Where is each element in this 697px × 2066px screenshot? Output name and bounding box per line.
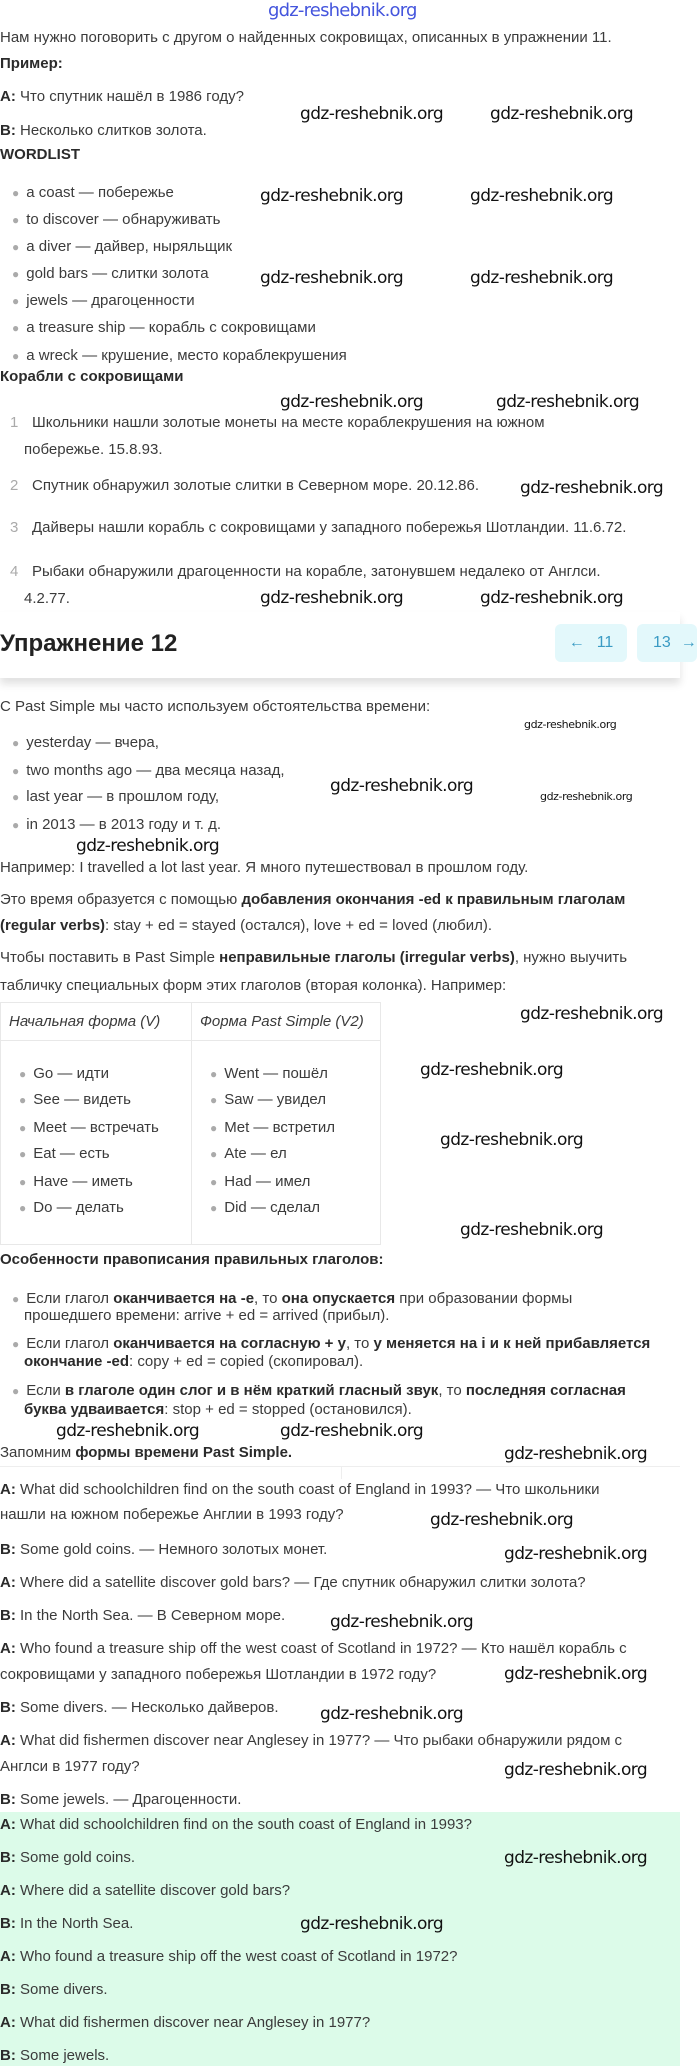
paragraph xyxy=(0,949,627,966)
dialogue-line-cont: Англси в 1977 году? xyxy=(0,1758,140,1775)
watermark: gdz-reshebnik.org xyxy=(520,478,664,498)
text: , то xyxy=(345,1335,374,1352)
text: Meet — встречать xyxy=(33,1119,159,1136)
text: Чтобы поставить в Past Simple xyxy=(0,949,220,966)
table-cell xyxy=(19,1199,124,1216)
bullet-icon: ● xyxy=(210,1067,218,1081)
theory-example: Например: I travelled a lot last year. Я много путешествовал в прошлом году. xyxy=(0,859,529,876)
item-text: a coast — побережье xyxy=(26,184,174,201)
dialogue-line-cont: сокровищами у западного побережья Шотландии в 1972 году? xyxy=(0,1666,437,1683)
watermark: gdz-reshebnik.org xyxy=(470,186,614,206)
text: Did — сделал xyxy=(224,1199,321,1216)
text: Если глагол xyxy=(26,1335,114,1352)
watermark: gdz-reshebnik.org xyxy=(260,268,404,288)
bullet-icon: ● xyxy=(210,1147,218,1161)
text-bold: A: xyxy=(0,1948,16,1965)
text: Who found a treasure ship off the west coast of Scotland in 1972? xyxy=(15,1948,458,1965)
text: : stop + ed = stopped (остановился). xyxy=(164,1401,412,1418)
text-bold: (regular verbs) xyxy=(0,917,106,934)
paragraph: табличку специальных форм этих глаголов (вторая колонка). Например: xyxy=(0,977,507,994)
table-cell xyxy=(210,1065,328,1082)
table-cell xyxy=(19,1145,110,1162)
prev-exercise-button[interactable] xyxy=(555,624,627,662)
bullet-icon: ● xyxy=(12,349,20,363)
item-text: Дайверы нашли корабль с сокровищами у западного побережья Шотландии. 11.6.72. xyxy=(32,519,627,536)
answer-line xyxy=(0,1882,290,1899)
table-cell xyxy=(210,1145,287,1162)
text: What did fishermen discover near Anglesey in 1977? xyxy=(15,2014,371,2031)
dialogue-line xyxy=(0,1640,627,1657)
watermark: gdz-reshebnik.org xyxy=(520,1004,664,1024)
bullet-icon: ● xyxy=(19,1201,27,1215)
table-column xyxy=(1,1003,192,1244)
watermark: gdz-reshebnik.org xyxy=(330,776,474,796)
ships-title: Корабли с сокровищами xyxy=(0,368,184,385)
item-text: a diver — дайвер, ныряльщик xyxy=(26,238,233,255)
item-text: a treasure ship — корабль с сокровищами xyxy=(26,319,316,336)
text-bold: B: xyxy=(0,1791,16,1808)
table-cell xyxy=(19,1065,109,1082)
table-cell xyxy=(19,1173,133,1190)
rule-item xyxy=(12,1335,650,1353)
watermark: gdz-reshebnik.org xyxy=(460,1220,604,1240)
example-b xyxy=(0,122,207,139)
bullet-icon: ● xyxy=(12,818,20,832)
watermark: gdz-reshebnik.org xyxy=(280,392,424,412)
watermark: gdz-reshebnik.org xyxy=(300,104,444,124)
text-bold: y меняется на i и к ней прибавляется xyxy=(373,1335,651,1352)
next-label: 13 xyxy=(653,634,671,651)
text: What did schoolchildren find on the south coast of England in 1993? — Что школьники xyxy=(15,1481,600,1498)
bullet-icon: ● xyxy=(210,1121,218,1135)
text-bold: B: xyxy=(0,1849,16,1866)
item-text: yesterday — вчера, xyxy=(26,734,159,751)
text: Если xyxy=(26,1382,65,1399)
text: Some divers. — Несколько дайверов. xyxy=(15,1699,279,1716)
dialogue-line-cont: нашли на южном побережье Англии в 1993 году? xyxy=(0,1506,344,1523)
text-bold: A: xyxy=(0,1481,16,1498)
list-item xyxy=(12,211,220,229)
text-bold: оканчивается на согласную + y xyxy=(113,1335,346,1352)
text: Some divers. xyxy=(15,1981,108,1998)
item-number: 2 xyxy=(10,477,19,494)
text-bold: A: xyxy=(0,2014,16,2031)
text: Met — встретил xyxy=(224,1119,335,1136)
text: In the North Sea. xyxy=(15,1915,134,1932)
text: Eat — есть xyxy=(33,1145,110,1162)
text-bold: A: xyxy=(0,1882,16,1899)
watermark: gdz-reshebnik.org xyxy=(300,1914,444,1934)
table-header: Форма Past Simple (V2) xyxy=(192,1003,380,1041)
item-text: Рыбаки обнаружили драгоценности на корабле, затонувшем недалеко от Англси. xyxy=(32,563,601,580)
answer-line xyxy=(0,1948,458,1965)
wordlist-title: WORDLIST xyxy=(0,146,80,163)
list-item xyxy=(12,319,316,337)
bullet-icon: ● xyxy=(12,321,20,335)
table-header: Начальная форма (V) xyxy=(1,1003,191,1041)
item-text: in 2013 — в 2013 году и т. д. xyxy=(26,816,222,833)
text: What did fishermen discover near Anglesey in 1977? — Что рыбаки обнаружили рядом с xyxy=(15,1732,623,1749)
bullet-icon: ● xyxy=(19,1175,27,1189)
example-label: Пример: xyxy=(0,55,63,72)
list-item-cont: 4.2.77. xyxy=(24,590,70,607)
watermark: gdz-reshebnik.org xyxy=(280,1421,424,1441)
item-text: two months ago — два месяца назад, xyxy=(26,762,285,779)
bullet-icon: ● xyxy=(19,1147,27,1161)
bullet-icon: ● xyxy=(12,1337,20,1351)
watermark: gdz-reshebnik.org xyxy=(260,588,404,608)
text: : stay + ed = stayed (остался), love + ed = loved (любил). xyxy=(105,917,493,934)
item-text: a wreck — крушение, место кораблекрушения xyxy=(26,347,347,364)
watermark: gdz-reshebnik.org xyxy=(470,268,614,288)
line: Несколько слитков золота. xyxy=(15,122,207,139)
list-item xyxy=(12,238,232,256)
text: Some jewels. — Драгоценности. xyxy=(15,1791,242,1808)
line: Что спутник нашёл в 1986 году? xyxy=(15,88,244,105)
text-bold: неправильные глаголы (irregular verbs) xyxy=(219,949,515,966)
rule-item-cont: прошедшего времени: arrive + ed = arrived (прибыл). xyxy=(24,1307,390,1324)
text-bold: добавления окончания -ed к правильным глаголам xyxy=(241,891,626,908)
bullet-icon: ● xyxy=(12,267,20,281)
bullet-icon: ● xyxy=(210,1175,218,1189)
list-item xyxy=(12,816,221,834)
text: Who found a treasure ship off the west coast of Scotland in 1972? — Кто нашёл корабль с xyxy=(15,1640,627,1657)
text: Go — идти xyxy=(33,1065,109,1082)
answer-line xyxy=(0,1915,133,1932)
text-bold: B: xyxy=(0,1915,16,1932)
text: Запомним xyxy=(0,1444,76,1461)
answer-line xyxy=(0,1849,135,1866)
task-intro: Нам нужно поговорить с другом о найденных сокровищах, описанных в упражнении 11. xyxy=(0,29,612,46)
text: Saw — увидел xyxy=(224,1091,326,1108)
table-cell xyxy=(210,1091,326,1108)
text: , то xyxy=(254,1290,282,1307)
list-item xyxy=(10,477,479,494)
item-number: 4 xyxy=(10,563,19,580)
text: , то xyxy=(438,1382,466,1399)
watermark: gdz-reshebnik.org xyxy=(504,1664,648,1684)
answer-box xyxy=(0,1812,680,2066)
paragraph xyxy=(0,891,625,908)
text-bold: A: xyxy=(0,1732,16,1749)
bullet-icon: ● xyxy=(19,1067,27,1081)
dialogue-line xyxy=(0,1607,285,1624)
text: : copy + ed = copied (скопировал). xyxy=(129,1353,364,1370)
list-item xyxy=(12,184,174,202)
text: Это время образуется с помощью xyxy=(0,891,242,908)
theory-intro: С Past Simple мы часто используем обстоятельства времени: xyxy=(0,698,431,715)
remember-line xyxy=(0,1444,292,1461)
item-text: Школьники нашли золотые монеты на месте кораблекрушения на южном xyxy=(32,414,545,431)
text: See — видеть xyxy=(33,1091,131,1108)
dialogue-line xyxy=(0,1541,327,1558)
list-item xyxy=(12,347,347,365)
list-item xyxy=(10,519,626,536)
watermark: gdz-reshebnik.org xyxy=(76,836,220,856)
watermark: gdz-reshebnik.org xyxy=(440,1130,584,1150)
list-item xyxy=(12,734,159,752)
watermark: gdz-reshebnik.org xyxy=(56,1421,200,1441)
bullet-icon: ● xyxy=(12,213,20,227)
watermark: gdz-reshebnik.org xyxy=(330,1612,474,1632)
text-bold: оканчивается на -e xyxy=(113,1290,255,1307)
dialogue-line xyxy=(0,1481,599,1498)
text-bold: B: xyxy=(0,2047,16,2064)
text: Some gold coins. — Немного золотых монет. xyxy=(15,1541,328,1558)
bullet-icon: ● xyxy=(210,1201,218,1215)
rule-item xyxy=(12,1290,572,1308)
watermark: gdz-reshebnik.org xyxy=(420,1060,564,1080)
bullet-icon: ● xyxy=(12,294,20,308)
text: , нужно выучить xyxy=(514,949,628,966)
item-number: 3 xyxy=(10,519,19,536)
text: Do — делать xyxy=(33,1199,124,1216)
text: In the North Sea. — В Северном море. xyxy=(15,1607,286,1624)
watermark: gdz-reshebnik.org xyxy=(496,392,640,412)
list-item xyxy=(12,788,219,806)
divider xyxy=(0,1466,680,1479)
site-watermark-logo: gdz-reshebnik.org xyxy=(268,0,417,21)
divider xyxy=(341,1467,342,1479)
text-bold: A: xyxy=(0,1816,16,1833)
answer-line xyxy=(0,2014,370,2031)
dialogue-line xyxy=(0,1574,586,1591)
dialogue-line xyxy=(0,1791,241,1808)
item-text: last year — в прошлом году, xyxy=(26,788,220,805)
text-bold: B: xyxy=(0,1981,16,1998)
answer-line xyxy=(0,1981,108,1998)
text: Had — имел xyxy=(224,1173,311,1190)
bullet-icon: ● xyxy=(19,1093,27,1107)
dialogue-line xyxy=(0,1732,622,1749)
page-title: Упражнение 12 xyxy=(0,630,178,657)
bullet-icon: ● xyxy=(12,736,20,750)
table-cell xyxy=(210,1199,320,1216)
watermark: gdz-reshebnik.org xyxy=(504,1848,648,1868)
list-item xyxy=(12,265,209,283)
list-item xyxy=(10,414,545,431)
text-bold: буква удваивается xyxy=(24,1401,165,1418)
rule-item-cont xyxy=(24,1401,412,1418)
table-cell xyxy=(210,1173,310,1190)
spelling-title: Особенности правописания правильных глаголов: xyxy=(0,1251,384,1268)
text: Went — пошёл xyxy=(224,1065,328,1082)
text-bold: B: xyxy=(0,1541,16,1558)
bullet-icon: ● xyxy=(12,1292,20,1306)
rule-item-cont xyxy=(24,1353,363,1370)
table-cell xyxy=(19,1091,131,1108)
item-text: jewels — драгоценности xyxy=(26,292,195,309)
next-exercise-button[interactable] xyxy=(637,624,697,662)
text-bold: A: xyxy=(0,1574,16,1591)
list-item xyxy=(10,563,601,580)
watermark: gdz-reshebnik.org xyxy=(490,104,634,124)
text: при образовании формы xyxy=(395,1290,573,1307)
answer-line xyxy=(0,2047,109,2064)
watermark: gdz-reshebnik.org xyxy=(504,1544,648,1564)
text: Have — иметь xyxy=(33,1173,133,1190)
watermark: gdz-reshebnik.org xyxy=(504,1760,648,1780)
bullet-icon: ● xyxy=(19,1121,27,1135)
text-bold: в глаголе один слог и в нём краткий гласный звук xyxy=(64,1382,439,1399)
text-bold: последняя согласная xyxy=(465,1382,626,1399)
rule-item xyxy=(12,1382,626,1400)
item-text: gold bars — слитки золота xyxy=(26,265,209,282)
list-item xyxy=(12,762,285,780)
watermark: gdz-reshebnik.org xyxy=(540,790,633,803)
watermark: gdz-reshebnik.org xyxy=(524,718,617,731)
text-bold: формы времени Past Simple. xyxy=(75,1444,293,1461)
text-bold: A: xyxy=(0,1640,16,1657)
list-item-cont: побережье. 15.8.93. xyxy=(24,441,163,458)
text: Ate — ел xyxy=(224,1145,287,1162)
bullet-icon: ● xyxy=(12,764,20,778)
watermark: gdz-reshebnik.org xyxy=(320,1704,464,1724)
item-number: 1 xyxy=(10,414,19,431)
speaker: B: xyxy=(0,122,16,139)
text: What did schoolchildren find on the south coast of England in 1993? xyxy=(15,1816,472,1833)
answer-line xyxy=(0,1816,472,1833)
item-text: Спутник обнаружил золотые слитки в Северном море. 20.12.86. xyxy=(32,477,480,494)
item-text: to discover — обнаруживать xyxy=(26,211,221,228)
bullet-icon: ● xyxy=(210,1093,218,1107)
watermark: gdz-reshebnik.org xyxy=(260,186,404,206)
text-bold: она опускается xyxy=(281,1290,396,1307)
table-cell xyxy=(19,1119,159,1136)
text-bold: окончание -ed xyxy=(24,1353,130,1370)
verb-table xyxy=(0,1002,381,1245)
list-item xyxy=(12,292,195,310)
watermark: gdz-reshebnik.org xyxy=(430,1510,574,1530)
bullet-icon: ● xyxy=(12,186,20,200)
arrow-left-icon: ← xyxy=(568,634,585,651)
table-column xyxy=(192,1003,380,1244)
bullet-icon: ● xyxy=(12,240,20,254)
speaker: A: xyxy=(0,88,16,105)
dialogue-line xyxy=(0,1699,279,1716)
watermark: gdz-reshebnik.org xyxy=(504,1444,648,1464)
prev-label: 11 xyxy=(596,634,614,651)
text: Where did a satellite discover gold bars? xyxy=(15,1882,291,1899)
text: Some jewels. xyxy=(15,2047,110,2064)
text-bold: B: xyxy=(0,1607,16,1624)
text-bold: B: xyxy=(0,1699,16,1716)
watermark: gdz-reshebnik.org xyxy=(480,588,624,608)
bullet-icon: ● xyxy=(12,1384,20,1398)
text: Some gold coins. xyxy=(15,1849,136,1866)
text: Where did a satellite discover gold bars? — Где спутник обнаружил слитки золота? xyxy=(15,1574,586,1591)
bullet-icon: ● xyxy=(12,790,20,804)
table-cell xyxy=(210,1119,335,1136)
arrow-right-icon: → xyxy=(680,634,697,651)
example-a xyxy=(0,88,244,105)
text: Если глагол xyxy=(26,1290,114,1307)
paragraph xyxy=(0,917,492,934)
